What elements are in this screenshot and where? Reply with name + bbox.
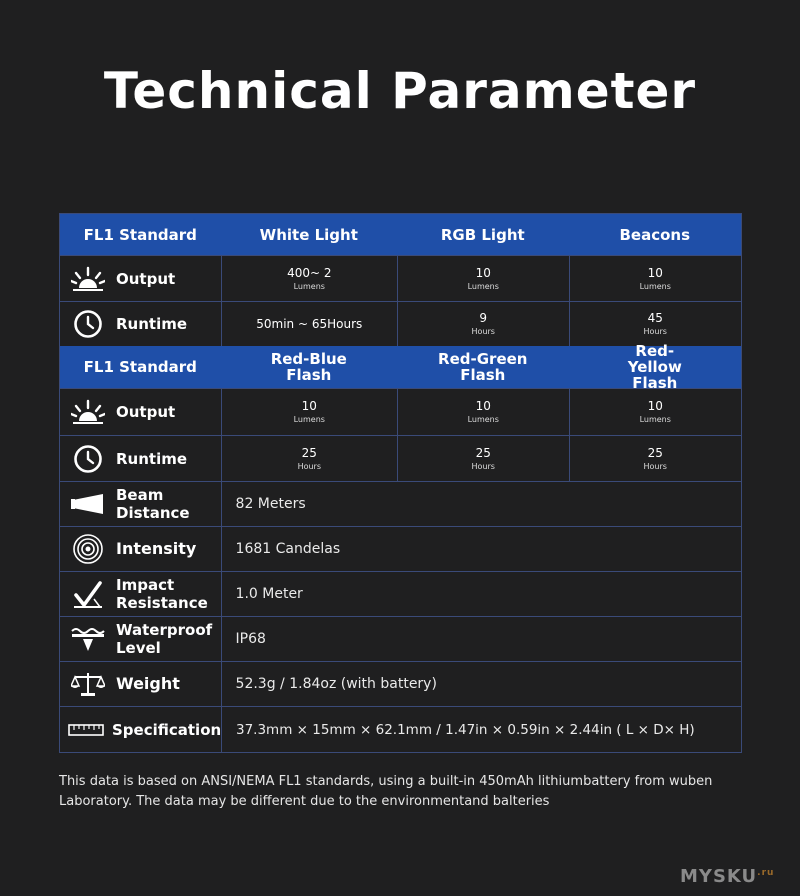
value-number: 25 (301, 445, 317, 460)
value-number: 45 (647, 311, 663, 325)
value-unit: Hours (471, 327, 495, 336)
row-label-weight: Weight (116, 674, 180, 693)
value-unit: Lumens (293, 281, 325, 291)
table-header-row (60, 214, 741, 255)
row-label-impact-resistance: Impact Resistance (116, 576, 208, 612)
scale-icon (70, 669, 106, 699)
table-row (60, 301, 741, 346)
clock-icon (70, 309, 106, 339)
value-number: 25 (475, 445, 491, 460)
value-unit: Lumens (639, 281, 671, 291)
table-row (60, 571, 741, 616)
value-unit: Hours (471, 461, 495, 471)
row-label-specification: Specification (112, 720, 222, 739)
value-unit: Lumens (467, 415, 499, 424)
page-title: Technical Parameter (103, 62, 697, 120)
value-unit: Lumens (467, 281, 499, 291)
table-row (60, 388, 741, 435)
waterproof-icon (70, 624, 106, 654)
beam-icon (70, 489, 106, 519)
spec-table (59, 213, 742, 753)
header-beacons: Beacons (619, 225, 691, 244)
value-number: 10 (647, 399, 663, 413)
header-label: Red-Green Flash (438, 350, 528, 384)
value-unit: Lumens (293, 415, 325, 424)
row-label-waterproof-level: Waterproof Level (116, 621, 213, 657)
value-number: 10 (475, 265, 491, 280)
header-label: Red-Blue Flash (270, 350, 347, 384)
header-standard: FL1 Standard (83, 225, 197, 244)
value-unit: Lumens (639, 415, 671, 424)
value-number: 50min ~ 65Hours (256, 316, 363, 331)
table-row (60, 616, 741, 661)
table-row (60, 435, 741, 481)
value-unit: Hours (643, 461, 667, 471)
clock-icon (70, 444, 106, 474)
watermark-text: MYSKU (680, 866, 758, 887)
header-red-yellow-flash (569, 342, 742, 392)
row-label-output: Output (116, 269, 176, 288)
value-unit: Hours (643, 327, 667, 336)
value-number: 400~ 2 (287, 265, 332, 280)
table-row (60, 661, 741, 706)
value-beam-distance: 82 Meters (221, 482, 741, 526)
row-label-runtime: Runtime (116, 315, 188, 333)
table-row (60, 255, 741, 301)
ruler-icon (68, 715, 104, 745)
row-label-intensity: Intensity (116, 539, 197, 558)
sun-burst-icon (70, 397, 106, 427)
row-label-runtime: Runtime (116, 449, 188, 468)
value-weight: 52.3g / 1.84oz (with battery) (221, 662, 741, 706)
value-number: 25 (647, 445, 663, 460)
value-unit: Hours (297, 461, 321, 471)
value-impact-resistance: 1.0 Meter (221, 572, 741, 616)
value-number: 10 (475, 399, 491, 413)
header-label: Red-Yellow Flash (627, 342, 682, 392)
impact-icon (70, 579, 106, 609)
target-icon (70, 534, 106, 564)
value-specification: 37.3mm × 15mm × 62.1mm / 1.47in × 0.59in × 2.44in ( L × D× H) (221, 707, 741, 752)
value-number: 10 (647, 265, 663, 280)
sun-burst-icon (70, 264, 106, 294)
header-red-green-flash (397, 346, 569, 388)
value-number: 10 (301, 399, 317, 413)
header-rgb-light: RGB Light (440, 225, 525, 244)
header-white-light: White Light (259, 225, 358, 244)
table-row (60, 481, 741, 526)
value-intensity: 1681 Candelas (221, 527, 741, 571)
row-label-output: Output (116, 403, 176, 421)
value-number: 9 (479, 311, 488, 325)
watermark (680, 866, 774, 887)
header-standard: FL1 Standard (83, 358, 197, 376)
watermark-suffix: .ru (757, 868, 775, 878)
value-waterproof-level: IP68 (221, 617, 741, 661)
row-label-beam-distance: Beam Distance (116, 486, 190, 522)
header-red-blue-flash (221, 346, 397, 388)
table-row (60, 706, 741, 752)
footnote: This data is based on ANSI/NEMA FL1 standards, using a built-in 450mAh lithiumbattery from wuben Laboratory. The data may be different due to the environmentand balteries (59, 774, 713, 809)
table-row (60, 526, 741, 571)
table-header-row (60, 342, 741, 392)
